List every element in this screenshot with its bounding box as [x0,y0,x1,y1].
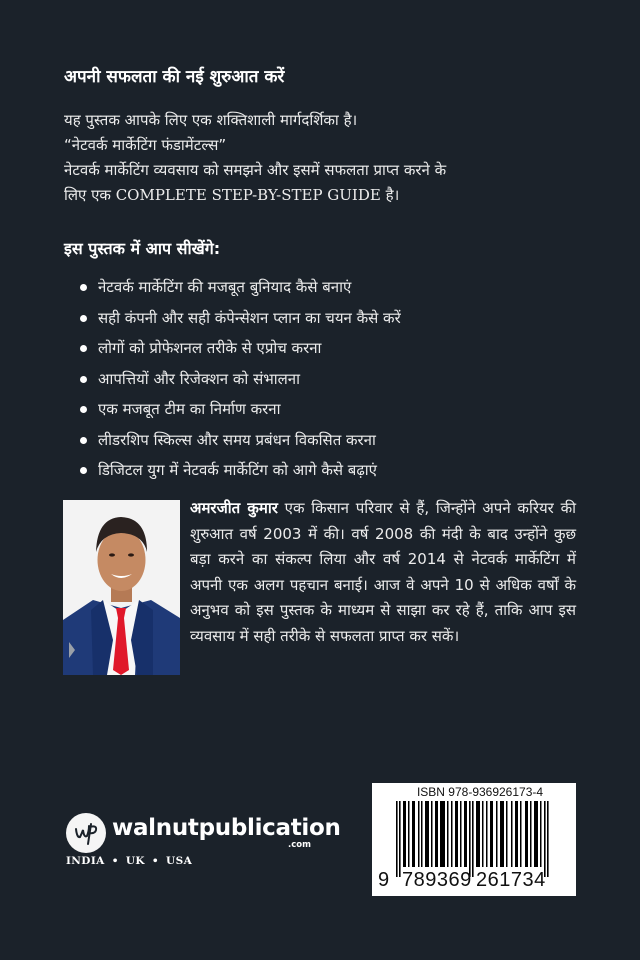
isbn-barcode [372,783,576,896]
bullet-icon [80,345,87,352]
list-item [78,303,401,334]
walnut-logo-icon [66,813,106,853]
intro-line-3: नेटवर्क मार्केटिंग व्यवसाय को समझने और इसमें सफलता प्राप्त करने के [64,161,447,179]
author-bio-text: एक किसान परिवार से हैं, जिन्होंने अपने करियर की शुरुआत वर्ष 2003 में की। वर्ष 2008 की मंदी के बाद उन्होंने कुछ बड़ा करने का संकल्प लिया और वर्ष 2014 से नेटवर्क मार्केटिंग में अपनी एक अलग पहचान बनाई। आज वे अपने 10 से अधिक वर्षों के अनुभव को इस पुस्तक के माध्यम से साझा कर रहे हैं, ताकि आप इस व्यवसाय में सही तरीके से सफलता प्राप्त कर सकें। [190,499,576,645]
barcode-digits-left: 789369 [402,869,472,891]
bullet-icon [80,437,87,444]
publisher-name: walnutpublication [112,815,341,841]
publisher-regions [66,855,246,867]
list-item [78,364,401,395]
publisher-domain: .com [288,840,311,850]
list-item-text: एक मजबूत टीम का निर्माण करना [98,400,281,418]
intro-line-4 [64,183,584,208]
bullet-icon [80,467,87,474]
list-item [78,333,401,364]
author-name: अमरजीत कुमार [190,499,278,517]
list-item-text: लोगों को प्रोफेशनल तरीके से एप्रोच करना [98,339,322,357]
author-portrait-icon [63,500,180,675]
list-item [78,455,401,486]
list-item-text: लीडरशिप स्किल्स और समय प्रबंधन विकसित करना [98,430,376,449]
learn-heading: इस पुस्तक में आप सीखेंगे: [64,239,221,258]
intro-guide-text: COMPLETE STEP-BY-STEP GUIDE [115,186,381,204]
list-item [78,425,401,456]
intro-paragraph [64,108,584,208]
learning-points-list [78,272,401,486]
cover-heading: अपनी सफलता की नई शुरुआत करें [64,67,285,87]
barcode-digit-first: 9 [378,869,390,891]
bullet-icon [80,376,87,383]
bullet-icon [80,284,87,291]
author-bio [190,496,576,649]
region-usa: USA [166,855,193,867]
separator-dot-icon: • [151,855,160,867]
author-photo [63,500,180,675]
isbn-label: ISBN 978-936926173-4 [416,785,544,799]
region-uk: UK [125,855,145,867]
barcode-digits [372,869,576,895]
bullet-icon [80,406,87,413]
intro-line-4-prefix: लिए एक [64,186,116,204]
intro-line-4-suffix: है। [380,186,400,204]
region-india: INDIA [66,855,105,867]
list-item [78,394,401,425]
bullet-icon [80,315,87,322]
intro-line-1: यह पुस्तक आपके लिए एक शक्तिशाली मार्गदर्शिका है। [64,111,358,129]
list-item-text: आपत्तियों और रिजेक्शन को संभालना [98,369,301,388]
list-item-text: सही कंपनी और सही कंपेन्सेशन प्लान का चयन कैसे करें [98,308,401,327]
intro-book-title: “नेटवर्क मार्केटिंग फंडामेंटल्स” [64,136,227,154]
list-item-text: डिजिटल युग में नेटवर्क मार्केटिंग को आगे कैसे बढ़ाएं [98,461,377,479]
separator-dot-icon: • [111,855,119,867]
list-item [78,272,401,303]
barcode-digits-right: 261734 [476,869,546,891]
list-item-text: नेटवर्क मार्केटिंग की मजबूत बुनियाद कैसे बनाएं [98,278,352,296]
